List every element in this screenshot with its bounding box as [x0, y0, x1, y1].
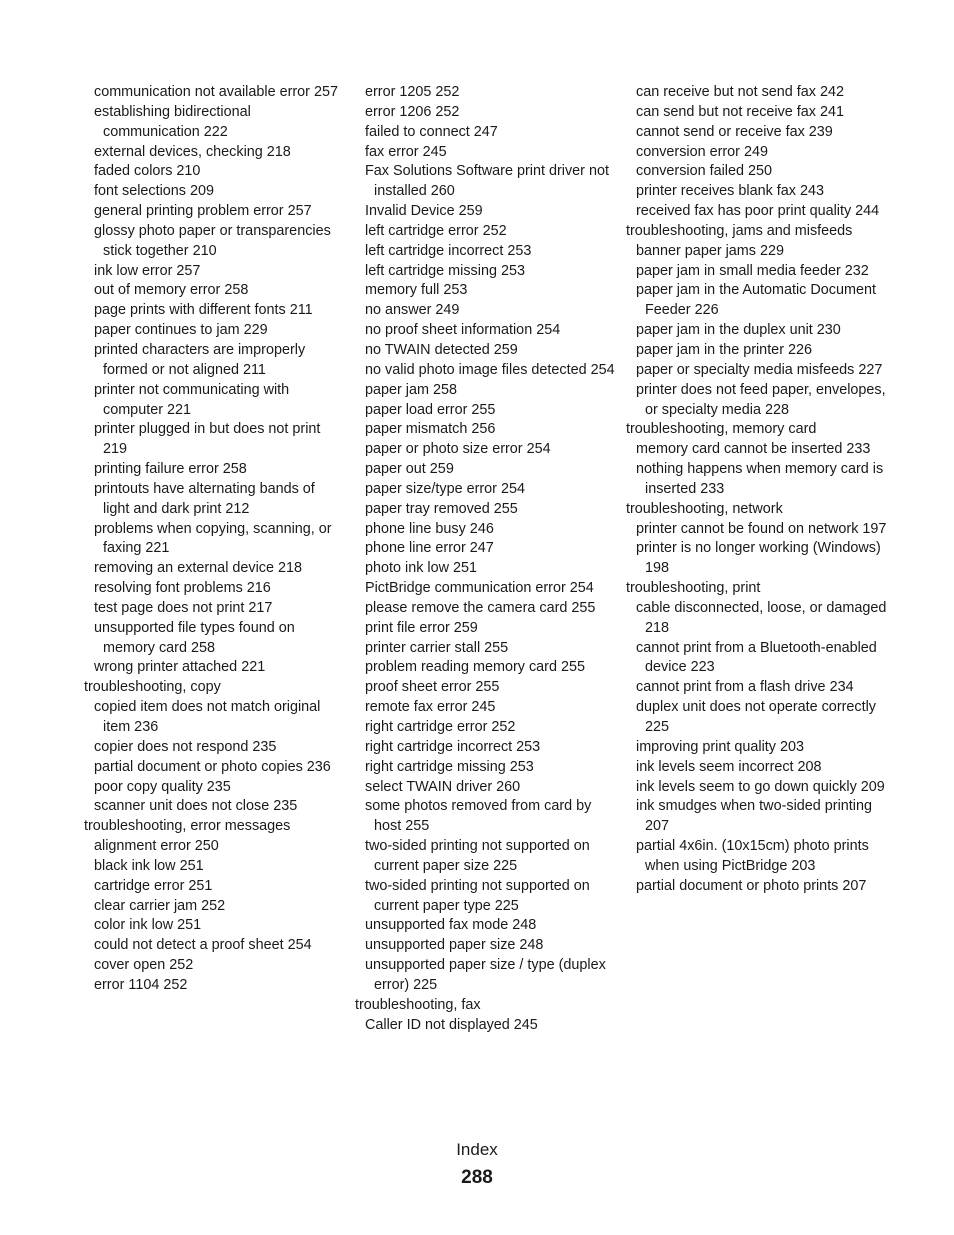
- index-entry: paper continues to jam 229: [94, 322, 268, 339]
- index-entry: no proof sheet information 254: [365, 322, 561, 339]
- index-entry: no valid photo image files detected 254: [365, 361, 615, 378]
- index-entry: unsupported paper size 248: [365, 937, 544, 954]
- index-entry: conversion failed 250: [636, 163, 773, 180]
- index-entry: unsupported paper size / type (duplex error) 225: [365, 957, 606, 993]
- index-entry: unsupported fax mode 248: [365, 917, 537, 934]
- index-entry: failed to connect 247: [365, 123, 498, 140]
- index-entry: two-sided printing not supported on current paper size 225: [365, 838, 590, 874]
- index-column-1: [84, 83, 344, 996]
- index-entry: partial document or photo copies 236: [94, 758, 331, 775]
- index-entry: improving print quality 203: [636, 738, 804, 755]
- index-entry: cartridge error 251: [94, 877, 213, 894]
- index-entry: ink smudges when two-sided printing 207: [636, 798, 872, 835]
- index-entry: select TWAIN driver 260: [365, 778, 521, 795]
- index-entry: some photos removed from card by host 255: [365, 798, 592, 835]
- index-entry: printer plugged in but does not print 219: [94, 421, 321, 458]
- index-entry: poor copy quality 235: [94, 778, 231, 795]
- index-entry: out of memory error 258: [94, 282, 249, 299]
- index-entry: error 1206 252: [365, 103, 460, 120]
- index-entry: wrong printer attached 221: [94, 659, 266, 676]
- index-entry: Invalid Device 259: [365, 203, 483, 220]
- index-entry: paper or specialty media misfeeds 227: [636, 361, 883, 378]
- index-entry: paper jam in the printer 226: [636, 341, 812, 358]
- index-entry: paper load error 255: [365, 401, 496, 418]
- index-entry: received fax has poor print quality 244: [636, 203, 880, 220]
- index-entry: error 1205 252: [365, 84, 460, 100]
- index-entry: phone line error 247: [365, 540, 494, 557]
- index-entry: faded colors 210: [94, 163, 201, 180]
- index-entry: problem reading memory card 255: [365, 659, 585, 676]
- index-entry: please remove the camera card 255: [365, 599, 596, 616]
- index-entry: paper jam in the Automatic Document Feeder 226: [636, 282, 876, 319]
- index-entry: page prints with different fonts 211: [94, 302, 313, 319]
- index-entry: partial document or photo prints 207: [636, 877, 867, 894]
- index-entry: conversion error 249: [636, 143, 768, 160]
- index-entry: cannot print from a flash drive 234: [636, 679, 854, 696]
- index-entry: partial 4x6in. (10x15cm) photo prints when using PictBridge 203: [636, 838, 869, 874]
- index-entry: no TWAIN detected 259: [365, 341, 518, 358]
- index-entry: can receive but not send fax 242: [636, 84, 845, 100]
- index-entry: printer is no longer working (Windows) 198: [636, 540, 881, 577]
- index-entry: black ink low 251: [94, 857, 204, 874]
- index-entry: resolving font problems 216: [94, 580, 271, 597]
- index-entry: printed characters are improperly formed or not aligned 211: [94, 341, 306, 378]
- index-entry: remote fax error 245: [365, 699, 496, 716]
- index-entry: two-sided printing not supported on current paper type 225: [365, 877, 590, 914]
- index-entry: cable disconnected, loose, or damaged 218: [636, 599, 887, 636]
- index-heading: troubleshooting, jams and misfeeds: [626, 222, 853, 239]
- index-entry: print file error 259: [365, 619, 478, 636]
- index-entry: scanner unit does not close 235: [94, 798, 298, 815]
- index-entry: photo ink low 251: [365, 560, 478, 577]
- index-entry: left cartridge error 252: [365, 222, 507, 239]
- index-entry: printer not communicating with computer 221: [94, 381, 290, 418]
- index-entry: ink low error 257: [94, 262, 201, 279]
- index-heading: troubleshooting, copy: [84, 679, 221, 696]
- index-entry: PictBridge communication error 254: [365, 580, 594, 597]
- index-heading: troubleshooting, memory card: [626, 421, 817, 438]
- index-entry: alignment error 250: [94, 838, 219, 855]
- index-entry: glossy photo paper or transparencies stick together 210: [94, 222, 331, 259]
- index-heading: troubleshooting, print: [626, 580, 761, 597]
- index-entry: paper size/type error 254: [365, 480, 525, 497]
- index-entry: no answer 249: [365, 302, 460, 319]
- index-entry: paper jam in the duplex unit 230: [636, 322, 841, 339]
- index-entry: fax error 245: [365, 143, 447, 160]
- index-entry: font selections 209: [94, 183, 215, 200]
- index-entry: duplex unit does not operate correctly 225: [636, 699, 876, 735]
- index-entry: banner paper jams 229: [636, 242, 785, 259]
- index-entry: printer receives blank fax 243: [636, 183, 824, 200]
- index-entry: can send but not receive fax 241: [636, 103, 845, 120]
- index-entry: nothing happens when memory card is inserted 233: [636, 461, 884, 497]
- index-entry: right cartridge incorrect 253: [365, 738, 541, 755]
- index-entry: right cartridge missing 253: [365, 758, 534, 775]
- index-entry: general printing problem error 257: [94, 203, 312, 220]
- index-entry: Caller ID not displayed 245: [365, 1016, 538, 1033]
- index-entry: left cartridge incorrect 253: [365, 242, 532, 259]
- index-entry: paper mismatch 256: [365, 421, 496, 438]
- index-entry: memory card cannot be inserted 233: [636, 441, 871, 458]
- index-entry: paper jam 258: [365, 381, 458, 398]
- index-entry: paper jam in small media feeder 232: [636, 262, 869, 279]
- index-entry: establishing bidirectional communication 222: [94, 103, 251, 140]
- index-entry: external devices, checking 218: [94, 143, 291, 160]
- index-entry: test page does not print 217: [94, 599, 273, 616]
- index-heading: troubleshooting, fax: [355, 996, 481, 1013]
- index-heading: troubleshooting, error messages: [84, 818, 291, 835]
- index-entry: cover open 252: [94, 957, 194, 974]
- index-entry: could not detect a proof sheet 254: [94, 937, 312, 954]
- index-entry: removing an external device 218: [94, 560, 302, 577]
- index-entry: problems when copying, scanning, or faxing 221: [94, 520, 332, 557]
- footer-section-label: Index: [456, 1140, 498, 1159]
- page-number: 288: [461, 1167, 493, 1188]
- index-entry: memory full 253: [365, 282, 468, 299]
- index-entry: paper out 259: [365, 461, 454, 478]
- index-entry: printer does not feed paper, envelopes, or specialty media 228: [636, 381, 886, 418]
- index-entry: printouts have alternating bands of light and dark print 212: [94, 480, 315, 517]
- index-entry: Fax Solutions Software print driver not installed 260: [365, 163, 609, 200]
- index-entry: cannot send or receive fax 239: [636, 123, 833, 140]
- index-entry: copied item does not match original item 236: [94, 699, 321, 735]
- index-entry: clear carrier jam 252: [94, 897, 226, 914]
- index-entry: communication not available error 257: [94, 84, 338, 100]
- index-heading: troubleshooting, network: [626, 500, 783, 517]
- index-column-3: [626, 83, 896, 897]
- index-entry: ink levels seem to go down quickly 209: [636, 778, 885, 795]
- index-entry: color ink low 251: [94, 917, 202, 934]
- index-column-2: [355, 83, 615, 1036]
- index-entry: phone line busy 246: [365, 520, 494, 537]
- index-entry: printer carrier stall 255: [365, 639, 509, 656]
- index-entry: proof sheet error 255: [365, 679, 500, 696]
- index-entry: left cartridge missing 253: [365, 262, 525, 279]
- index-entry: paper tray removed 255: [365, 500, 518, 517]
- index-entry: printer cannot be found on network 197: [636, 520, 887, 537]
- index-entry: error 1104 252: [94, 976, 188, 993]
- index-entry: printing failure error 258: [94, 461, 247, 478]
- index-entry: copier does not respond 235: [94, 738, 277, 755]
- index-entry: unsupported file types found on memory card 258: [94, 619, 295, 656]
- index-entry: cannot print from a Bluetooth-enabled device 223: [636, 639, 877, 676]
- index-entry: right cartridge error 252: [365, 719, 516, 735]
- index-entry: ink levels seem incorrect 208: [636, 758, 822, 775]
- index-entry: paper or photo size error 254: [365, 441, 551, 458]
